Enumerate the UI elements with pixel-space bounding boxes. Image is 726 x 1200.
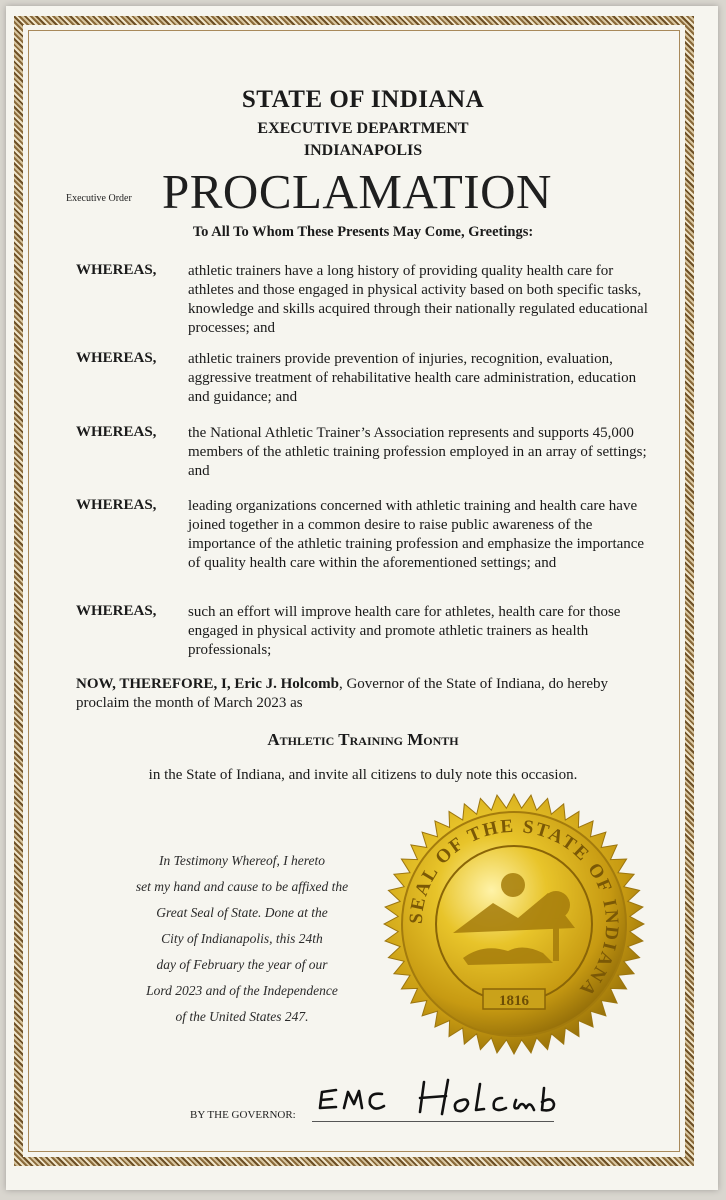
whereas-text: leading organizations concerned with athletic training and health care have joined together in a common desire to raise public awareness of the importance of the athletic training profession and emphasize the importance of quality health care within the aforementioned settings; and <box>188 498 645 571</box>
governor-signature <box>312 1072 562 1124</box>
whereas-label: WHEREAS, <box>76 603 157 619</box>
whereas-label: WHEREAS, <box>76 424 157 440</box>
whereas-text: athletic trainers provide prevention of injuries, recognition, evaluation, aggressive treatment of rehabilitative health care administration, education and guidance; and <box>188 351 637 405</box>
seal-year: 1816 <box>499 993 529 1009</box>
whereas-text: such an effort will improve health care for athletes, health care for those engaged in physical activity and promote athletic trainers as health professionals; <box>188 604 621 658</box>
testimony-line: day of February the year of our <box>156 957 328 972</box>
executive-order-label: Executive Order <box>66 193 132 204</box>
testimony-line: City of Indianapolis, this 24th <box>161 931 323 946</box>
testimony-block <box>92 848 392 1030</box>
greeting-line: To All To Whom These Presents May Come, Greetings: <box>192 224 534 240</box>
testimony-line: of the United States 247. <box>175 1009 309 1024</box>
proclamation-body: , Governor of the State of Indiana, do hereby proclaim the month of March 2023 as <box>76 676 609 711</box>
testimony-line: Great Seal of State. Done at the <box>156 905 328 920</box>
whereas-label: WHEREAS, <box>76 350 157 366</box>
by-the-governor-label: BY THE GOVERNOR: <box>190 1109 296 1121</box>
observance-name: Athletic Training Month <box>267 730 459 749</box>
whereas-text: the National Athletic Trainer’s Association represents and supports 45,000 members of the athletic training profession employed in an array of settings; and <box>188 425 647 479</box>
proclamation-title: PROCLAMATION <box>162 164 552 219</box>
whereas-label: WHEREAS, <box>76 262 157 278</box>
signature-line <box>312 1121 554 1122</box>
department-heading: EXECUTIVE DEPARTMENT <box>257 120 469 137</box>
city-heading: INDIANAPOLIS <box>303 142 423 159</box>
seal-ring-text: SEAL OF THE STATE OF INDIANA <box>405 815 623 1002</box>
testimony-line: Lord 2023 and of the Independence <box>146 983 338 998</box>
invitation-line: in the State of Indiana, and invite all citizens to duly note this occasion. <box>148 767 578 783</box>
testimony-line: set my hand and cause to be affixed the <box>135 879 349 894</box>
whereas-label: WHEREAS, <box>76 497 157 513</box>
whereas-text: athletic trainers have a long history of providing quality health care for athletes and those engaged in physical activity based on both specific tasks, knowledge and skills acquired through their nationally regulated educational processes; and <box>188 263 648 336</box>
testimony-line: In Testimony Whereof, I hereto <box>158 853 326 868</box>
state-heading: STATE OF INDIANA <box>241 86 485 113</box>
state-seal <box>383 793 645 1055</box>
proclamation-statement <box>76 675 656 713</box>
proclamation-lead: NOW, THEREFORE, I, Eric J. Holcomb <box>76 676 339 692</box>
